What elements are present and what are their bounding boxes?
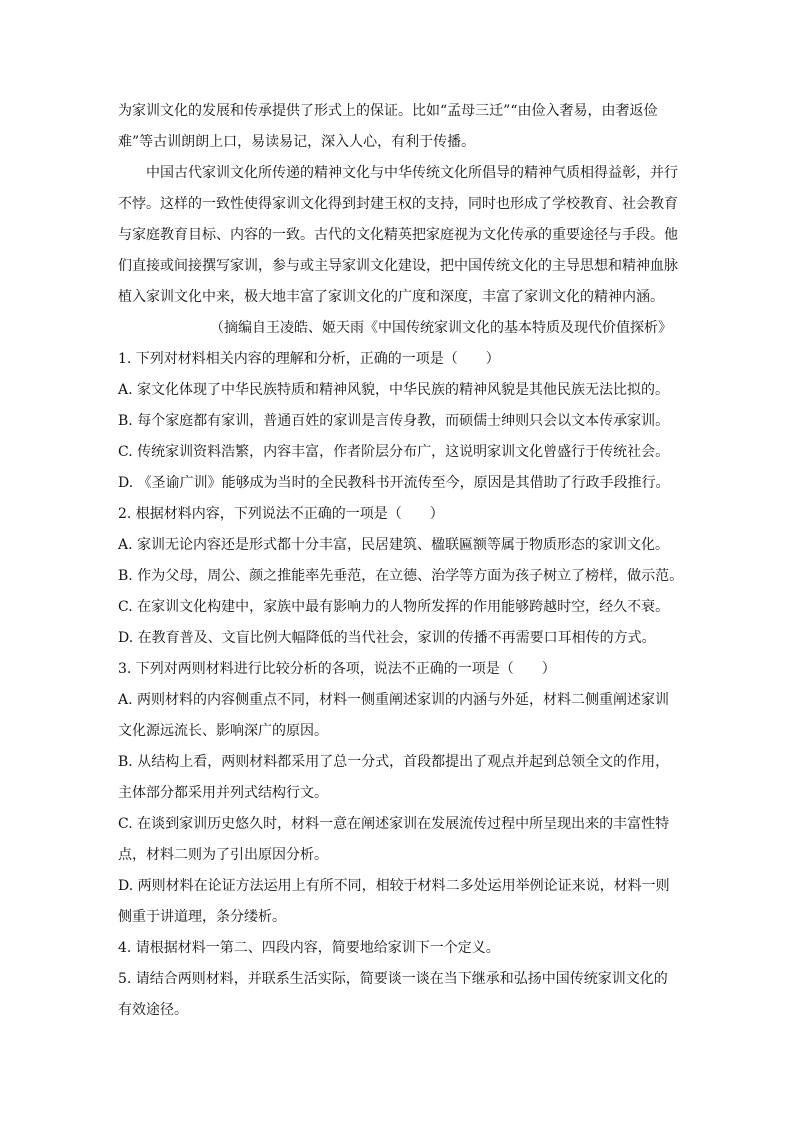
option-d-continued: 侧重于讲道理，条分缕析。 [118, 909, 286, 925]
text-line: 与家庭教育目标、内容的一致。古代的文化精英把家庭视为文化传承的重要途径与手段。他 [118, 227, 678, 243]
text-line: 难”等古训朗朗上口，易读易记，深入人心，有利于传播。 [118, 134, 476, 150]
text-line: 不悖。这样的一致性使得家训文化得到封建王权的支持，同时也形成了学校教育、社会教育 [118, 196, 678, 212]
text-line: 为家训文化的发展和传承提供了形式上的保证。比如“孟母三迁”“由俭入奢易，由奢返俭 [118, 103, 658, 119]
text-line: 植入家训文化中来，极大地丰富了家训文化的广度和深度，丰富了家训文化的精神内涵。 [118, 289, 664, 305]
option-d: D. 在教育普及、文盲比例大幅降低的当代社会，家训的传播不再需要口耳相传的方式。 [118, 630, 656, 646]
option-c: C. 传统家训资料浩繁，内容丰富，作者阶层分布广，这说明家训文化曾盛行于传统社会。 [118, 444, 670, 460]
option-c-continued: 点，材料二则为了引出原因分析。 [118, 847, 328, 863]
option-c: C. 在谈到家训历史悠久时，材料一意在阐述家训在发展流传过程中所呈现出来的丰富性特 [118, 816, 670, 832]
option-a-continued: 文化源远流长、影响深广的原因。 [118, 723, 328, 739]
option-c: C. 在家训文化构建中，家族中最有影响力的人物所发挥的作用能够跨越时空，经久不衰。 [118, 599, 670, 615]
question-1 [118, 344, 678, 499]
option-a: A. 两则材料的内容侧重点不同，材料一侧重阐述家训的内涵与外延，材料二侧重阐述家训 [118, 692, 670, 708]
document-body [118, 96, 684, 1026]
option-b: B. 每个家庭都有家训，普通百姓的家训是言传身教，而硕儒士绅则只会以文本传承家训。 [118, 413, 670, 429]
paragraph-2 [118, 158, 678, 313]
text-line: 中国古代家训文化所传递的精神文化与中华传统文化所倡导的精神气质相得益彰，并行 [146, 165, 678, 181]
question-stem: 1. 下列对材料相关内容的理解和分析，正确的一项是（ ） [118, 351, 500, 367]
option-d: D. 两则材料在论证方法运用上有所不同，相较于材料二多处运用举例论证来说，材料一则 [118, 878, 670, 894]
option-a: A. 家文化体现了中华民族特质和精神风貌，中华民族的精神风貌是其他民族无法比拟的。 [118, 382, 670, 398]
question-stem: 3. 下列对两则材料进行比较分析的各项，说法不正确的一项是（ ） [118, 661, 556, 677]
option-d: D. 《圣谕广训》能够成为当时的全民教科书开流传至今，原因是其借助了行政手段推行。 [118, 475, 670, 491]
question-stem: 2. 根据材料内容，下列说法不正确的一项是（ ） [118, 506, 444, 522]
text-line: 们直接或间接撰写家训，参与或主导家训文化建设，把中国传统文化的主导思想和精神血脉 [118, 258, 678, 274]
option-b: B. 作为父母，周公、颜之推能率先垂范，在立德、治学等方面为孩子树立了榜样，做示范。 [118, 568, 684, 584]
option-a: A. 家训无论内容还是形式都十分丰富，民居建筑、楹联匾额等属于物质形态的家训文化。 [118, 537, 670, 553]
question-5 [118, 964, 678, 1026]
question-stem: 4. 请根据材料一第二、四段内容，简要地给家训下一个定义。 [118, 940, 500, 956]
option-b: B. 从结构上看，两则材料都采用了总一分式，首段都提出了观点并起到总领全文的作用， [118, 754, 670, 770]
question-4 [118, 933, 678, 964]
paragraph-1 [118, 96, 678, 158]
question-stem: 5. 请结合两则材料，并联系生活实际，简要谈一谈在当下继承和弘扬中国传统家训文化的 [118, 971, 668, 987]
question-stem-continued: 有效途径。 [118, 1002, 188, 1018]
source-citation: （摘编自王凌皓、姬天雨《中国传统家训文化的基本特质及现代价值探析》 [210, 320, 672, 336]
question-3 [118, 654, 678, 933]
question-2 [118, 499, 684, 654]
option-b-continued: 主体部分都采用并列式结构行文。 [118, 785, 328, 801]
